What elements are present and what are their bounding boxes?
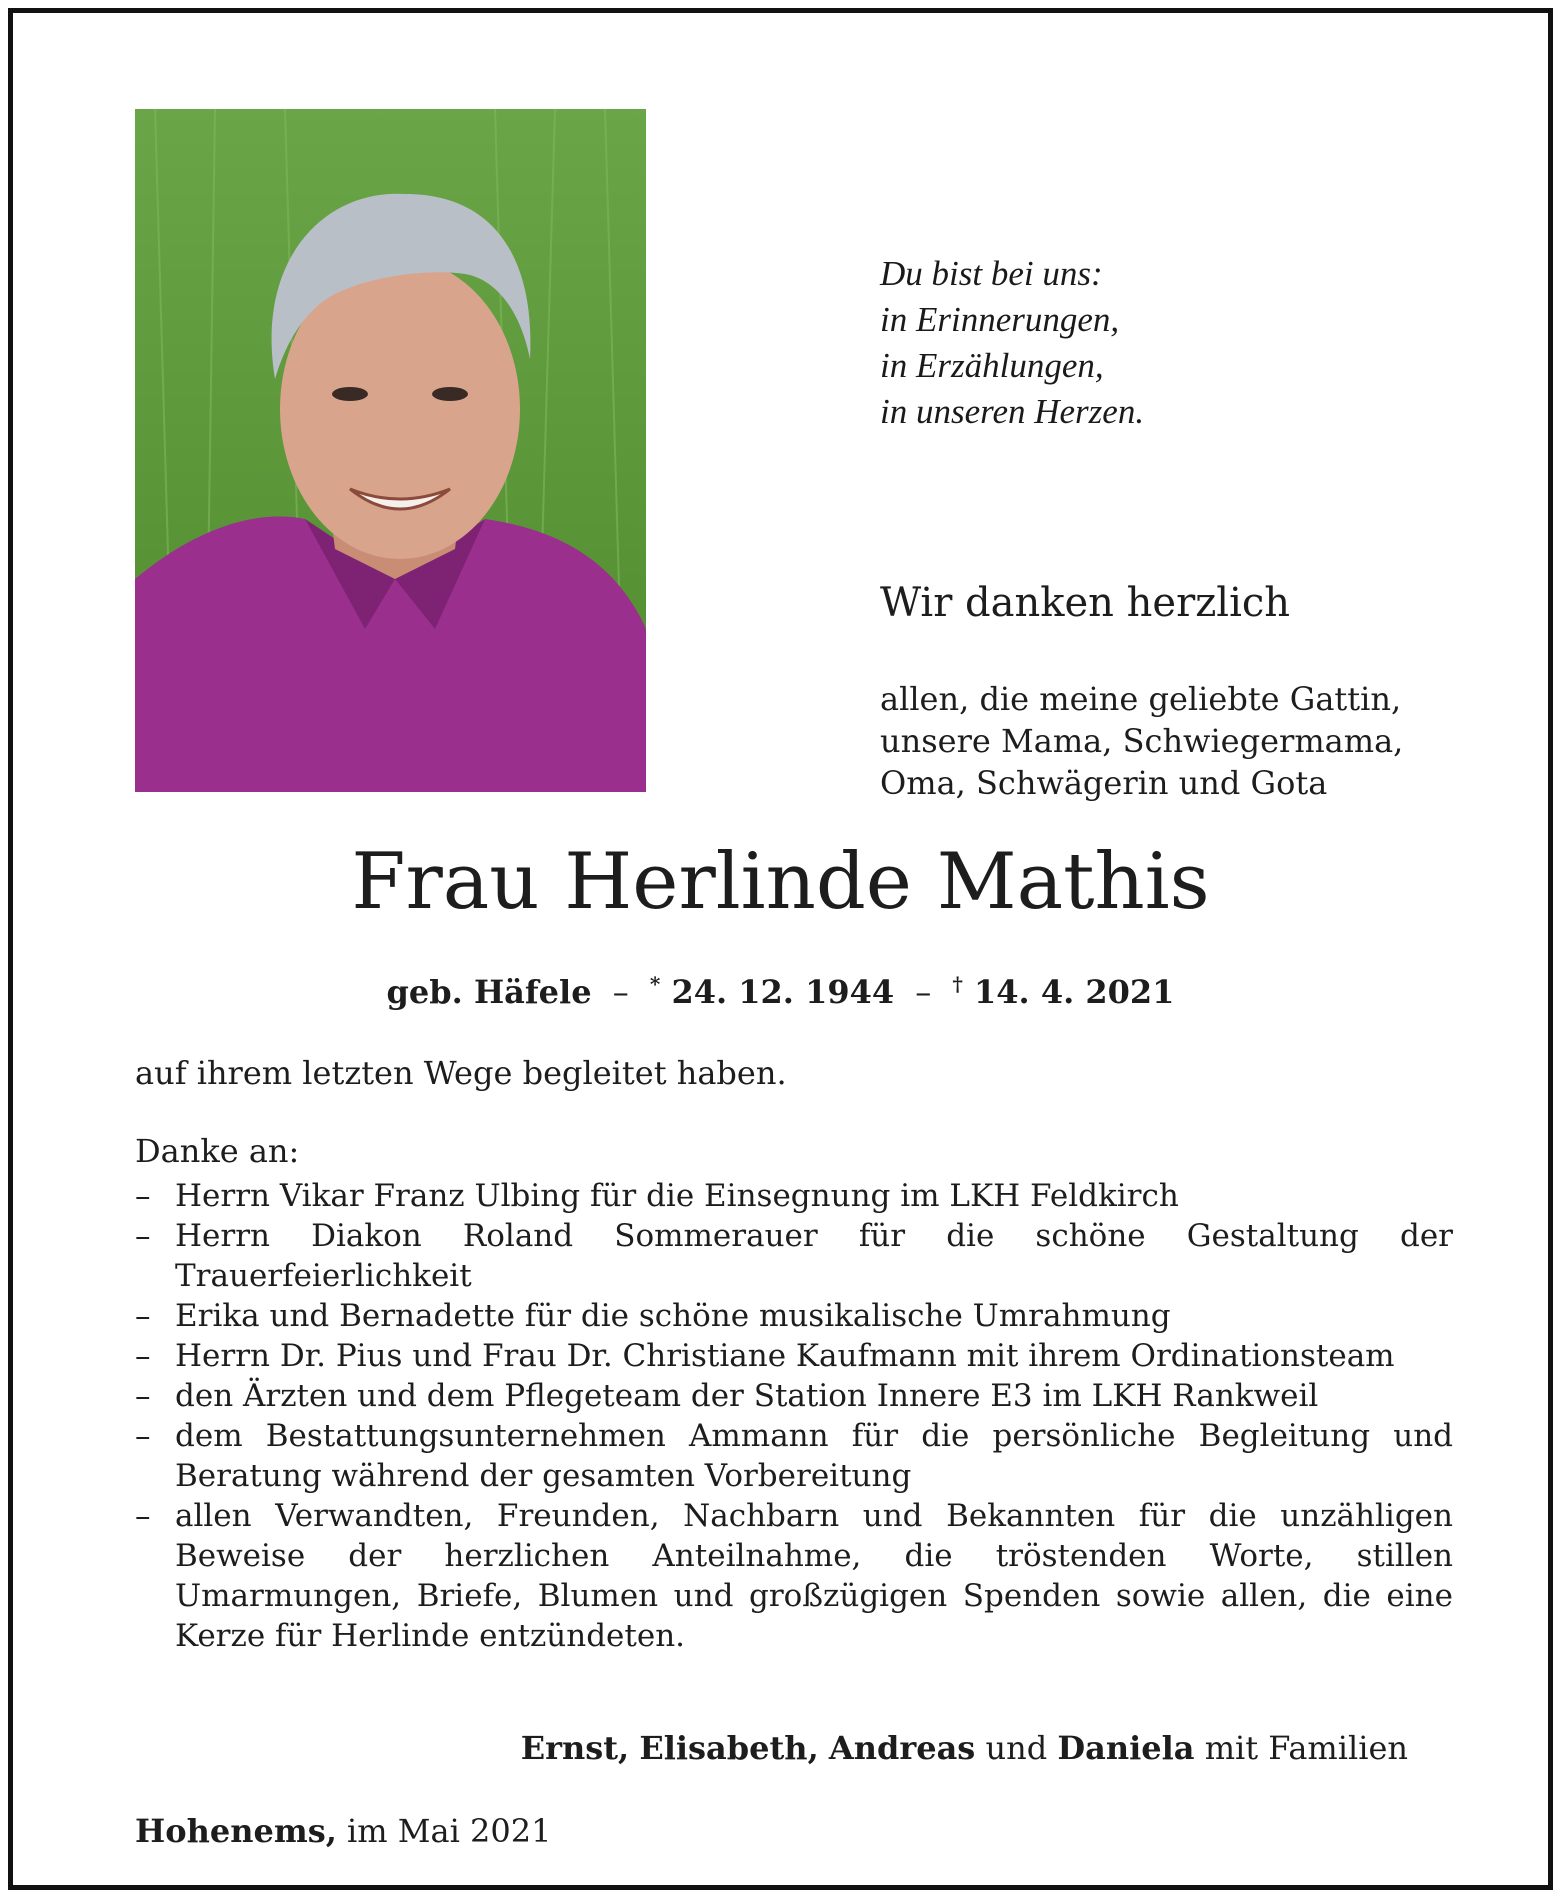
memorial-quote — [880, 251, 1144, 435]
died-symbol: † — [952, 972, 963, 996]
list-item: – den Ärzten und dem Pflegeteam der Station Innere E3 im LKH Rankweil — [135, 1376, 1453, 1416]
list-item: – Herrn Dr. Pius und Frau Dr. Christiane Kaufmann mit ihrem Ordinationsteam — [135, 1336, 1453, 1376]
born-symbol: * — [649, 972, 661, 996]
born-date: 24. 12. 1944 — [671, 973, 895, 1011]
list-item: – Herrn Diakon Roland Sommerauer für die schöne Gestaltung der Trauerfeierlichkeit — [135, 1216, 1453, 1296]
list-item: – Herrn Vikar Franz Ulbing für die Einsegnung im LKH Feldkirch — [135, 1176, 1453, 1216]
signature — [521, 1728, 1408, 1768]
life-dates — [13, 963, 1548, 1013]
place-date — [135, 1811, 551, 1851]
quote-line: in unseren Herzen. — [880, 392, 1145, 431]
place-month: im Mai 2021 — [347, 1812, 552, 1850]
died-date: 14. 4. 2021 — [974, 973, 1175, 1011]
list-item: – Erika und Bernadette für die schöne musikalische Umrahmung — [135, 1296, 1453, 1336]
signer-name: Daniela — [1057, 1729, 1195, 1767]
list-item: – dem Bestattungsunternehmen Ammann für die persönliche Begleitung und Beratung während der gesamten Vorbereitung — [135, 1416, 1453, 1496]
intro-line: allen, die meine geliebte Gattin, — [880, 680, 1402, 718]
place-city: Hohenems, — [135, 1812, 337, 1850]
danke-label: Danke an: — [135, 1132, 300, 1170]
signer-name: Ernst, — [520, 1729, 630, 1767]
thanks-list — [135, 1176, 1453, 1656]
signature-suffix: mit Familien — [1204, 1729, 1408, 1767]
signer-name: Andreas — [828, 1729, 976, 1767]
quote-line: in Erzählungen, — [880, 346, 1104, 385]
deceased-name: Frau Herlinde Mathis — [351, 837, 1210, 927]
portrait-photo — [135, 109, 646, 792]
list-item: – allen Verwandten, Freunden, Nachbarn und Bekannten für die unzähligen Beweise der herzlichen Anteilnahme, die tröstenden Worte, stillen Umarmungen, Briefe, Blumen und großzügigen Spenden sowie allen, die eine Kerze für Herlinde entzündeten. — [135, 1496, 1453, 1656]
thanks-intro — [880, 678, 1403, 804]
signature-conjunction: und — [985, 1729, 1048, 1767]
quote-line: Du bist bei uns: — [880, 254, 1103, 293]
portrait-image — [135, 109, 646, 792]
quote-line: in Erinnerungen, — [880, 300, 1120, 339]
separator: – — [612, 973, 629, 1011]
signer-name: Elisabeth, — [639, 1729, 819, 1767]
obituary-frame — [8, 8, 1553, 1890]
birth-name: geb. Häfele — [386, 973, 592, 1011]
accompanied-text: auf ihrem letzten Wege begleitet haben. — [135, 1054, 787, 1092]
intro-line: Oma, Schwägerin und Gota — [880, 764, 1328, 802]
separator: – — [915, 973, 932, 1011]
intro-line: unsere Mama, Schwiegermama, — [880, 722, 1404, 760]
thanks-heading: Wir danken herzlich — [880, 580, 1291, 626]
